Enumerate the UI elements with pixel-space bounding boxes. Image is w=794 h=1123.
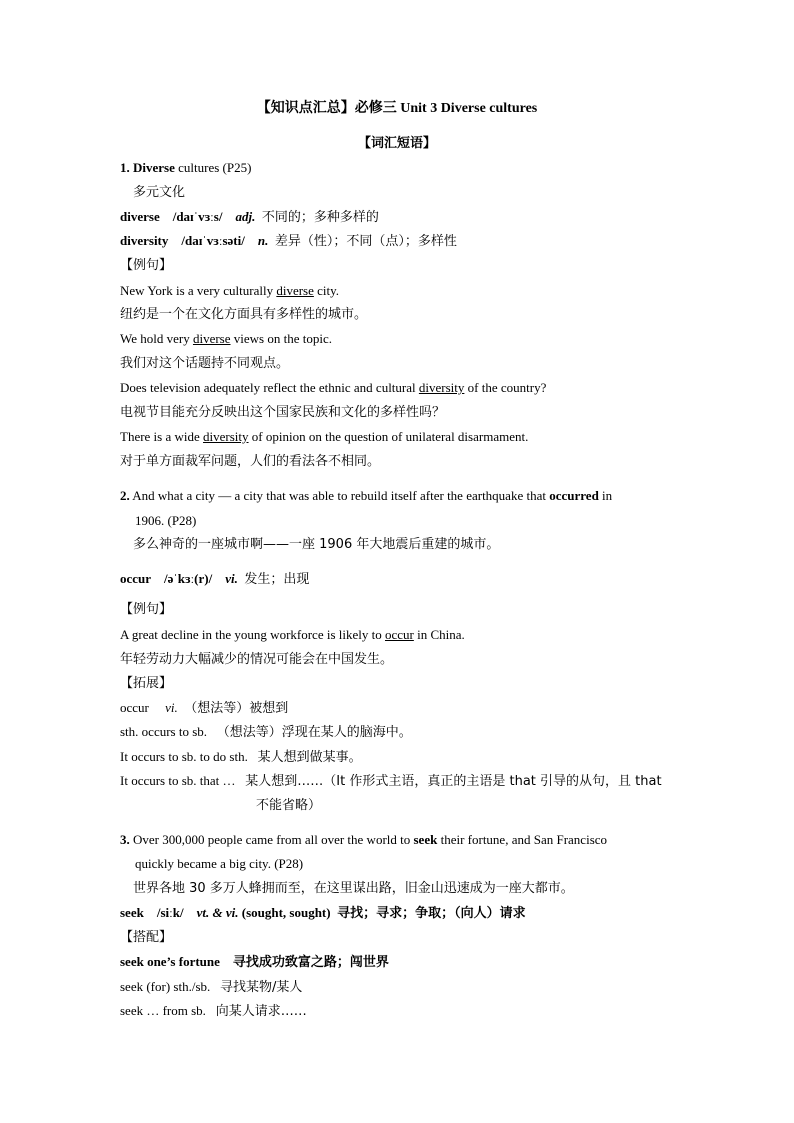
example-cn: 对于单方面裁军问题，人们的看法各不相同。	[120, 454, 381, 469]
col-cn: 寻找成功致富之路；闯世界	[232, 955, 389, 970]
col-cn: 向某人请求……	[215, 1004, 307, 1019]
page-title: 【知识点汇总】必修三 Unit 3 Diverse cultures	[256, 101, 538, 116]
definition: 不同的；多种多样的	[261, 210, 379, 225]
pos: adj.	[235, 209, 256, 224]
phonetic: /daɪˈvɜːsəti/	[181, 233, 245, 248]
ex-keyword: diverse	[192, 331, 231, 346]
ex-post: views on the topic.	[230, 331, 332, 346]
ex-post: of opinion on the question of unilateral disarmament.	[248, 429, 529, 444]
example-cn: 纽约是一个在文化方面具有多样性的城市。	[120, 307, 368, 322]
collocation-item	[120, 953, 389, 972]
ex-keyword: diverse	[276, 283, 314, 298]
ex-pre: There is a wide	[120, 429, 204, 444]
item2-pre: And what a city — a city that was able to rebuild itself after the earthquake that	[129, 488, 550, 503]
col-en: seek … from sb.	[120, 1003, 206, 1018]
ex-post: in China.	[413, 627, 465, 642]
ext-en: occur	[120, 700, 149, 715]
ex-pre: Does television adequately reflect the ethnic and cultural	[120, 380, 419, 395]
vocab-diversity	[120, 232, 457, 251]
item3-pre: Over 300,000 people came from all over the world to	[129, 832, 414, 847]
item2-translation: 多么神奇的一座城市啊——一座 1906 年大地震后重建的城市。	[133, 537, 500, 552]
label-extension: 【拓展】	[120, 676, 173, 691]
example-en	[120, 330, 332, 348]
item3-heading	[120, 831, 607, 849]
ex-pre: We hold very	[120, 331, 193, 346]
label-example-1: 【例句】	[120, 258, 173, 273]
word: occur	[120, 571, 152, 586]
col-en: seek one’s fortune	[120, 954, 220, 969]
forms: (sought, sought)	[241, 905, 331, 920]
ext-cn: （想法等）浮现在某人的脑海中。	[216, 725, 412, 740]
definition: 寻找；寻求；争取；（向人）请求	[337, 906, 526, 921]
item2-heading	[120, 487, 612, 505]
ext-cn: 某人想到……（It 作形式主语，真正的主语是 that 引导的从句，且 that	[245, 774, 662, 789]
ex-keyword: occur	[384, 627, 414, 642]
label-collocation: 【搭配】	[120, 930, 173, 945]
ex-post: city.	[313, 283, 340, 298]
item2-bold: occurred	[549, 488, 599, 503]
ext-pos: vi.	[165, 700, 178, 715]
item3-heading-line2: quickly became a big city. (P28)	[135, 856, 304, 871]
word: diversity	[120, 233, 169, 248]
item1-bold: Diverse	[133, 160, 175, 175]
pos: vt. & vi.	[196, 905, 239, 920]
item1-rest: cultures (P25)	[174, 160, 252, 175]
definition: 发生；出现	[244, 572, 310, 587]
ex-pre: New York is a very culturally	[120, 283, 277, 298]
extension-item-cont: 不能省略）	[256, 798, 322, 813]
item1-heading	[120, 159, 251, 177]
item1-translation: 多元文化	[133, 185, 186, 200]
label-example-2: 【例句】	[120, 602, 173, 617]
item1-num: 1.	[120, 160, 130, 175]
extension-item	[120, 699, 288, 718]
ext-en: It occurs to sb. that …	[120, 773, 236, 788]
example-en	[120, 428, 528, 446]
definition: 差异（性）；不同（点）；多样性	[274, 234, 457, 249]
item3-num: 3.	[120, 832, 130, 847]
phonetic: /siːk/	[156, 905, 184, 920]
extension-item	[120, 723, 412, 742]
ext-cn: 某人想到做某事。	[257, 750, 362, 765]
col-cn: 寻找某物/某人	[220, 980, 303, 995]
item3-post: their fortune, and San Francisco	[437, 832, 608, 847]
word: diverse	[120, 209, 160, 224]
example-cn: 年轻劳动力大幅减少的情况可能会在中国发生。	[120, 652, 394, 667]
ex-keyword: diversity	[203, 429, 249, 444]
pos: n.	[257, 233, 269, 248]
example-cn: 我们对这个话题持不同观点。	[120, 356, 290, 371]
item2-num: 2.	[120, 488, 130, 503]
example-en	[120, 626, 465, 644]
item2-post: in	[598, 488, 613, 503]
collocation-item	[120, 1002, 307, 1021]
example-en	[120, 282, 339, 300]
ex-pre: A great decline in the young workforce is likely to	[120, 627, 385, 642]
col-en: seek (for) sth./sb.	[120, 979, 211, 994]
ext-en: It occurs to sb. to do sth.	[120, 749, 248, 764]
collocation-item	[120, 978, 302, 997]
word: seek	[120, 905, 144, 920]
section-heading: 【词汇短语】	[357, 136, 436, 151]
ex-post: of the country?	[464, 380, 547, 395]
example-en	[120, 379, 546, 397]
phonetic: /əˈkɜː(r)/	[164, 571, 213, 586]
extension-item	[120, 772, 662, 791]
extension-item	[120, 748, 362, 767]
ext-cn: （想法等）被想到	[184, 701, 289, 716]
ext-en: sth. occurs to sb.	[120, 724, 208, 739]
pos: vi.	[225, 571, 238, 586]
item3-bold: seek	[413, 832, 438, 847]
vocab-diverse	[120, 208, 379, 227]
item3-translation: 世界各地 30 多万人蜂拥而至，在这里谋出路，旧金山迅速成为一座大都市。	[133, 881, 574, 896]
phonetic: /daɪˈvɜːs/	[172, 209, 223, 224]
item2-heading-line2: 1906. (P28)	[135, 513, 197, 528]
example-cn: 电视节目能充分反映出这个国家民族和文化的多样性吗？	[120, 405, 446, 420]
ex-keyword: diversity	[418, 380, 465, 395]
vocab-occur	[120, 570, 309, 589]
vocab-seek	[120, 904, 526, 923]
